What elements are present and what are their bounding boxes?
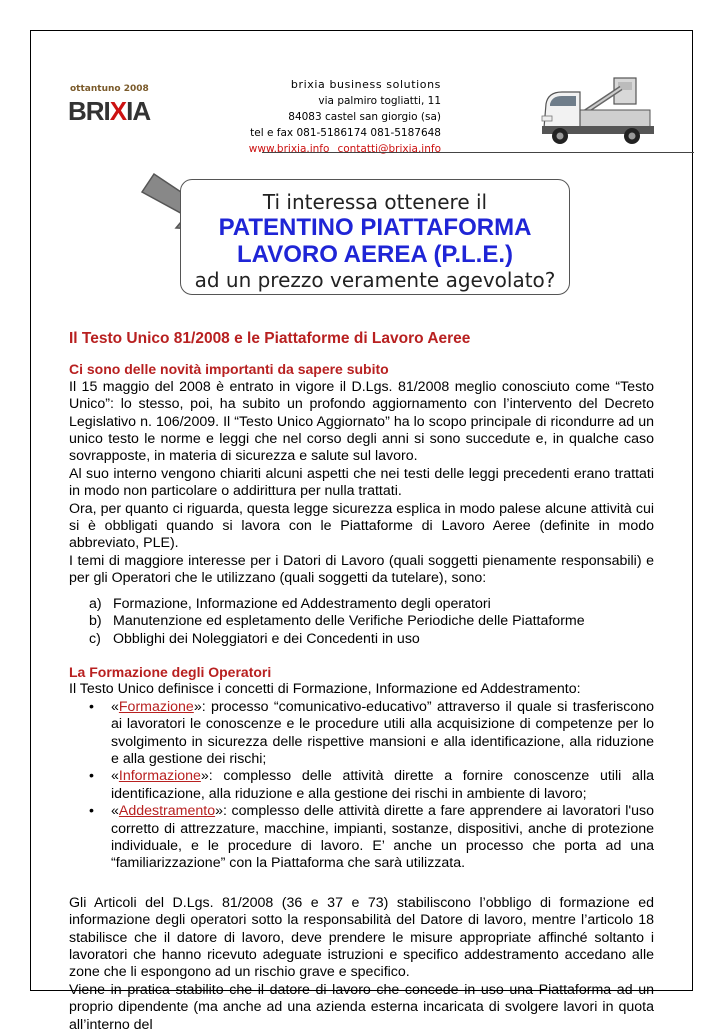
paragraph-4: I temi di maggiore interesse per i Datori di Lavoro (quali soggetti pienamente responsabili) e per gli Operatori che le utilizzano (quali soggetti da tutelare), sono: [69,552,654,587]
website-link[interactable]: www.brixia.info [248,143,330,155]
company-details [249,77,441,157]
list-item: a) Formazione, Informazione ed Addestramento degli operatori [89,595,491,612]
email-link[interactable]: contatti@brixia.info [337,143,441,155]
logo-tagline: ottantuno 2008 [70,84,149,94]
term-informazione: Informazione [118,768,201,785]
paragraph-2: Al suo interno vengono chiariti alcuni aspetti che nei testi delle leggi precedenti erano trattati in modo non particolare o addirittura per nulla trattati. [69,465,654,500]
promo-headline-1: PATENTINO PIATTAFORMA [218,214,532,241]
header-rule [262,152,694,153]
paragraph-1: Il 15 maggio del 2008 è entrato in vigore il D.Lgs. 81/2008 meglio conosciuto come “Testo Unico”: lo stesso, poi, ha subito un profondo aggiornamento con l’intervento del Decreto Legislativo n. 106/2009. Il “Testo Unico Aggiornato” ha lo scopo principale di ricondurre ad un unico testo le norme e leggi che nel corso degli anni si sono succedute e, in qualche caso sovrapposte, in materia di sicurezza e salute sul lavoro. [69,378,654,465]
promo-line-1: Ti interessa ottenere il [262,190,488,214]
company-phone: tel e fax 081-5186174 081-5187648 [250,127,441,139]
truck-icon [542,78,654,144]
list-item: • «Formazione»: processo “comunicativo-educativo” attraverso il quale si trasferiscono ai lavoratori le conoscenze e le procedure utili alla acquisizione di competenze per lo svolgimento in sicurezza delle rispettive mansioni e alla identificazione, alla riduzione e alla gestione dei rischi; [89,698,654,767]
list-item: c) Obblighi dei Noleggiatori e dei Concedenti in uso [89,630,420,647]
logo-word-left: BRI [68,96,110,126]
company-address-street: via palmiro togliatti, 11 [318,95,441,107]
brixia-logo [68,84,160,130]
promo-headline-2: LAVORO AEREA (P.L.E.) [236,241,514,268]
promo-line-4: ad un prezzo veramente agevolato? [194,268,556,292]
list-item: • «Informazione»: complesso delle attività dirette a fornire conoscenze utili alla identificazione, alla riduzione e alla gestione dei rischi in ambiente di lavoro; [89,768,654,802]
topics-list [69,596,654,648]
list-item: b) Manutenzione ed espletamento delle Verifiche Periodiche delle Piattaforme [89,613,585,630]
bullet-icon: • [89,803,94,820]
company-address-city: 84083 castel san giorgio (sa) [288,111,441,123]
bullet-icon: • [89,698,94,715]
logo-word-right: IA [126,96,151,126]
definitions-list [69,699,654,873]
term-formazione: Formazione [118,698,194,715]
logo-word-x: X [109,96,127,126]
section-heading-news: Ci sono delle novità importanti da sapere subito [69,361,389,378]
term-addestramento: Addestramento [118,803,216,820]
article-body [69,330,654,1034]
paragraph-6: Viene in pratica stabilito che il datore di lavoro che concede in uso una Piattaforma ad un proprio dipendente (ma anche ad una azienda esterna incaricata di svolgere lavori in quota all’interno del [69,981,654,1033]
list-item: • «Addestramento»: complesso delle attività dirette a fare apprendere ai lavoratori l'uso corretto di attrezzature, macchine, impianti, sostanze, dispositivi, anche di protezione individuale, e le procedure di lavoro. E’ anche un processo che porta ad una “familiarizzazione” con la Piattaforma che sarà utilizzata. [89,803,654,872]
truck-platform-image [536,70,676,150]
company-name: brixia business solutions [290,78,441,91]
paragraph-3: Ora, per quanto ci riguarda, questa legge sicurezza esplica in modo palese alcune attività cui si è obbligati quando si lavora con le Piattaforme di Lavoro Aeree (definite in modo abbreviato, PLE). [69,500,654,552]
logo-wordmark [68,96,150,127]
training-intro: Il Testo Unico definisce i concetti di Formazione, Informazione ed Addestramento: [69,681,581,698]
company-links [249,141,441,157]
article-title: Il Testo Unico 81/2008 e le Piattaforme di Lavoro Aeree [69,330,471,347]
section-heading-training: La Formazione degli Operatori [69,663,272,680]
paragraph-5: Gli Articoli del D.Lgs. 81/2008 (36 e 37 e 73) stabiliscono l’obbligo di formazione ed informazione degli operatori sotto la responsabilità del Datore di lavoro, mentre l’articolo 18 stabilisce che il datore di lavoro, deve prendere le misure appropriate affinché soltanto i lavoratori che hanno ricevuto adeguate istruzioni e specifico addestramento accedano alle zone che li espongono ad un rischio grave e specifico. [69,894,654,981]
bullet-icon: • [89,768,94,785]
promo-box [180,179,570,295]
